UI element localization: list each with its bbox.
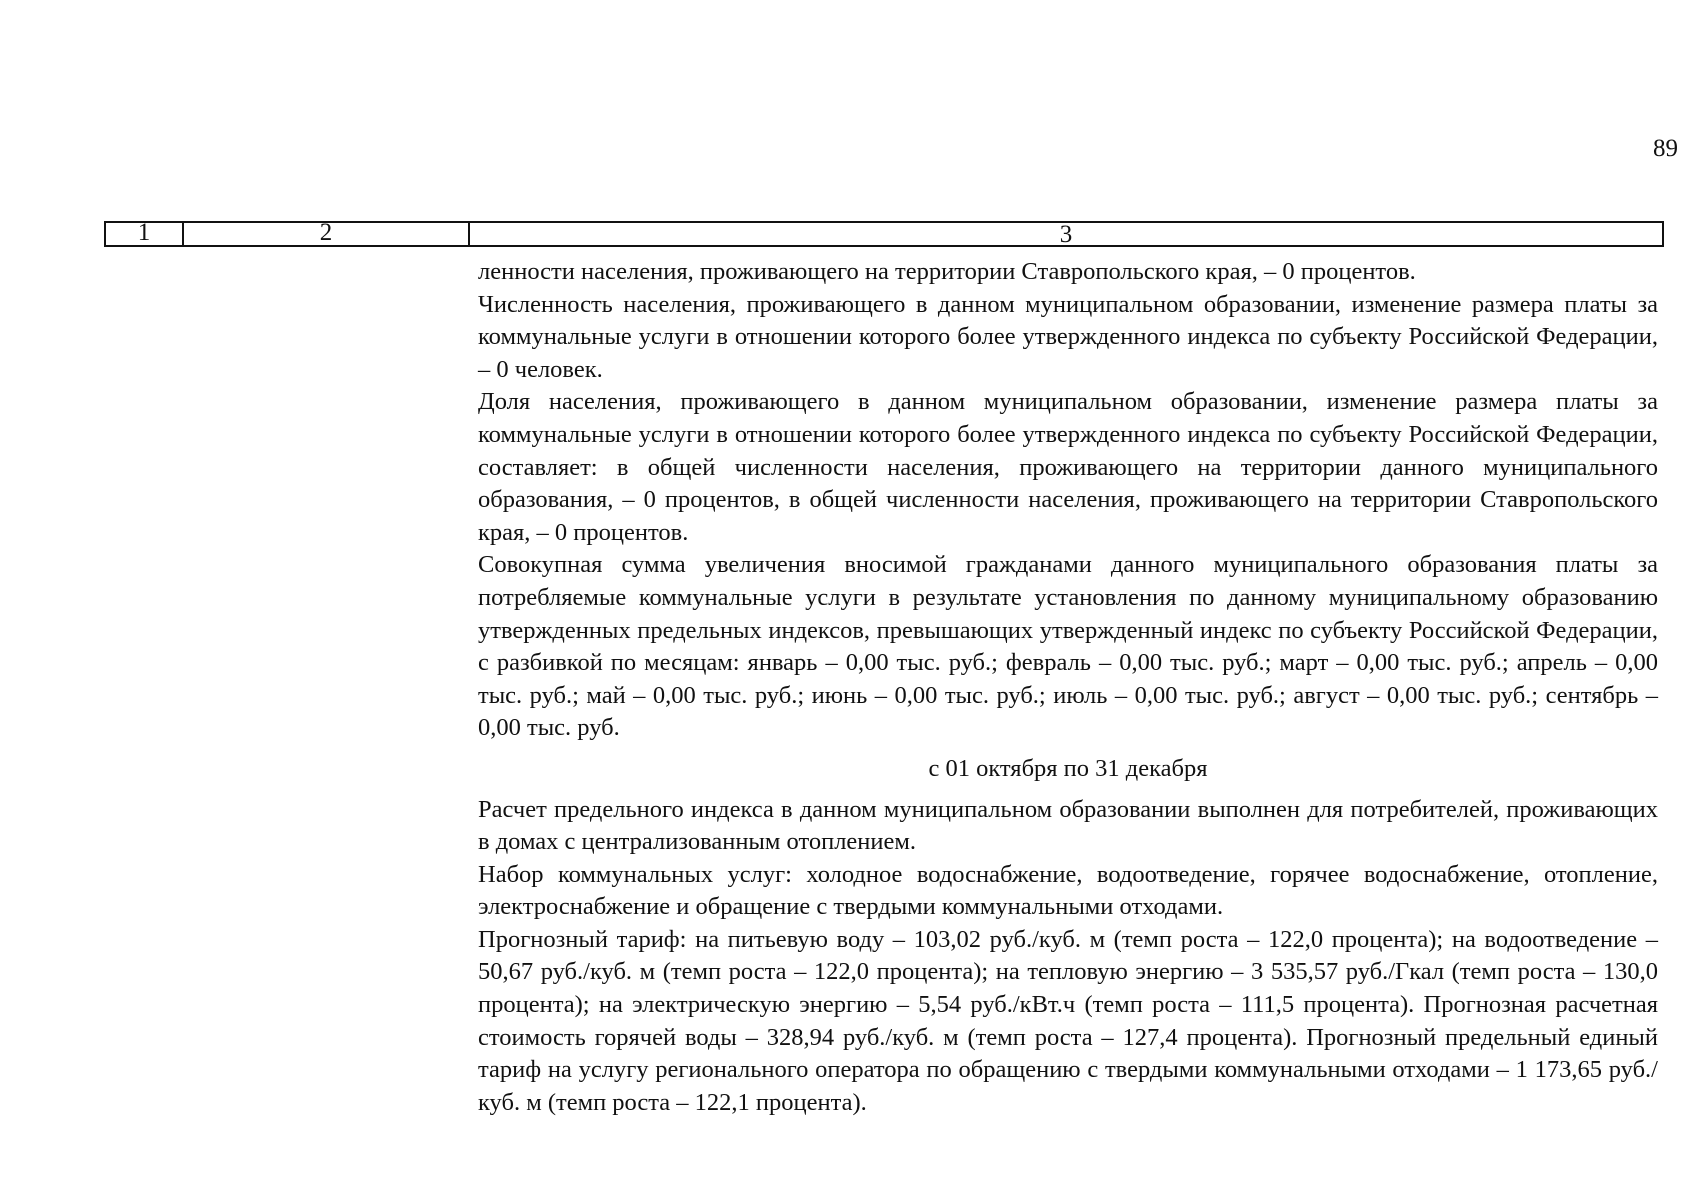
table-header-col-3: 3 — [1059, 223, 1073, 245]
section-heading: с 01 октября по 31 декабря — [928, 754, 1208, 782]
table-header-col-1: 1 — [106, 223, 184, 245]
paragraph: Набор коммунальных услуг: холодное водоснабжение, водоотведение, горячее водоснабжение, отопление, электроснабжение и обращение с твердыми коммунальными отходами. — [478, 860, 1658, 921]
paragraph: Расчет предельного индекса в данном муниципальном образовании выполнен для потребителей, проживающих в домах с централизованным отоплением. — [478, 795, 1658, 856]
page-number: 89 — [1653, 135, 1678, 162]
document-body — [478, 256, 1658, 1119]
paragraph: Доля населения, проживающего в данном муниципальном образовании, изменение размера платы за коммунальные услуги в отношении которого более утвержденного индекса по субъекту Российской Федерации, составляет: в общей численности населения, проживающего на территории данного муниципального образования, – 0 процентов, в общей численности населения, проживающего на территории Ставропольского края, – 0 процентов. — [478, 388, 1658, 546]
table-header-row — [104, 221, 1664, 247]
table-header-col-2: 2 — [184, 223, 470, 245]
paragraph: Численность населения, проживающего в данном муниципальном образовании, изменение размера платы за коммунальные услуги в отношении которого более утвержденного индекса по субъекту Российской Федерации, – 0 человек. — [478, 290, 1658, 383]
paragraph: Прогнозный тариф: на питьевую воду – 103,02 руб./куб. м (темп роста – 122,0 процента); на водоотведение – 50,67 руб./куб. м (темп роста – 122,0 процента); на тепловую энергию – 3 535,57 руб./Гкал (темп роста – 130,0 процента); на электрическую энергию – 5,54 руб./кВт.ч (темп роста – 111,5 процента). Прогнозная расчетная стоимость горячей воды – 328,94 руб./куб. м (темп роста – 127,4 процента). Прогнозный предельный единый тариф на услугу регионального оператора по обращению с твердыми коммунальными отходами – 1 173,65 руб./куб. м (темп роста – 122,1 процента). — [478, 925, 1658, 1116]
paragraph: ленности населения, проживающего на территории Ставропольского края, – 0 процентов. — [478, 258, 1416, 285]
paragraph: Совокупная сумма увеличения вносимой гражданами данного муниципального образования платы за потребляемые коммунальные услуги в результате установления по данному муниципальному образованию утвержденных предельных индексов, превышающих утвержденный индекс по субъекту Российской Федерации, с разбивкой по месяцам: январь – 0,00 тыс. руб.; февраль – 0,00 тыс. руб.; март – 0,00 тыс. руб.; апрель – 0,00 тыс. руб.; май – 0,00 тыс. руб.; июнь – 0,00 тыс. руб.; июль – 0,00 тыс. руб.; август – 0,00 тыс. руб.; сентябрь – 0,00 тыс. руб. — [478, 551, 1658, 742]
